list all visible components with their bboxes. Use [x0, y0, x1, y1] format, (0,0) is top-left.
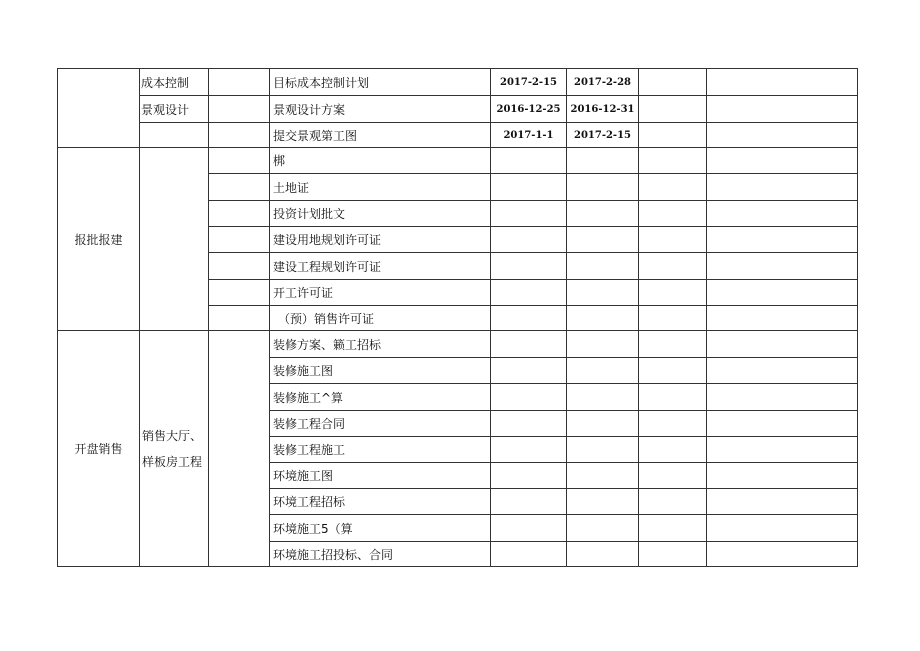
- table-row: [58, 69, 858, 96]
- end-date-cell: 2016-12-31: [567, 96, 639, 123]
- task-cell: 建设工程规划许可证: [270, 253, 491, 280]
- task-cell: 环境施工图: [270, 463, 491, 489]
- task-cell: 装修方案、籁工招标: [270, 331, 491, 358]
- task-cell: 装修施工图: [270, 358, 491, 384]
- task-cell: 环境施工5（算: [270, 515, 491, 542]
- end-date-cell: 2017-2-28: [567, 69, 639, 96]
- task-cell: 环境施工招投标、合同: [270, 542, 491, 567]
- sub-cell: 景观设计: [140, 96, 209, 123]
- start-date-cell: 2016-12-25: [491, 96, 567, 123]
- end-date-cell: 2017-2-15: [567, 123, 639, 148]
- stage-cell: 开盘销售: [58, 331, 140, 567]
- start-date-cell: 2017-1-1: [491, 123, 567, 148]
- task-cell: 装修工程合同: [270, 411, 491, 437]
- task-cell: 土地证: [270, 174, 491, 201]
- task-cell: 投资计划批文: [270, 201, 491, 227]
- sub-cell: 销售大厅、样板房工程: [140, 331, 209, 567]
- table-row: [58, 96, 858, 123]
- task-cell: 环境工程招标: [270, 489, 491, 515]
- stage-cell-empty: [58, 69, 140, 148]
- sub-cell: 成本控制: [140, 69, 209, 96]
- table-row: [58, 148, 858, 174]
- start-date-cell: 2017-2-15: [491, 69, 567, 96]
- schedule-table: [57, 68, 858, 567]
- table-row: [58, 123, 858, 148]
- task-cell: 建设用地规划许可证: [270, 227, 491, 253]
- task-cell: 装修施工^算: [270, 384, 491, 411]
- stage-cell: 报批报建: [58, 148, 140, 331]
- task-cell: 目标成本控制计划: [270, 69, 491, 96]
- task-cell: 梆: [270, 148, 491, 174]
- task-cell: 装修工程施工: [270, 437, 491, 463]
- task-cell: 开工许可证: [270, 280, 491, 306]
- task-cell: 景观设计方案: [270, 96, 491, 123]
- table-row: [58, 331, 858, 358]
- task-cell: 提交景观第工图: [270, 123, 491, 148]
- task-cell: （预）销售许可证: [270, 306, 491, 331]
